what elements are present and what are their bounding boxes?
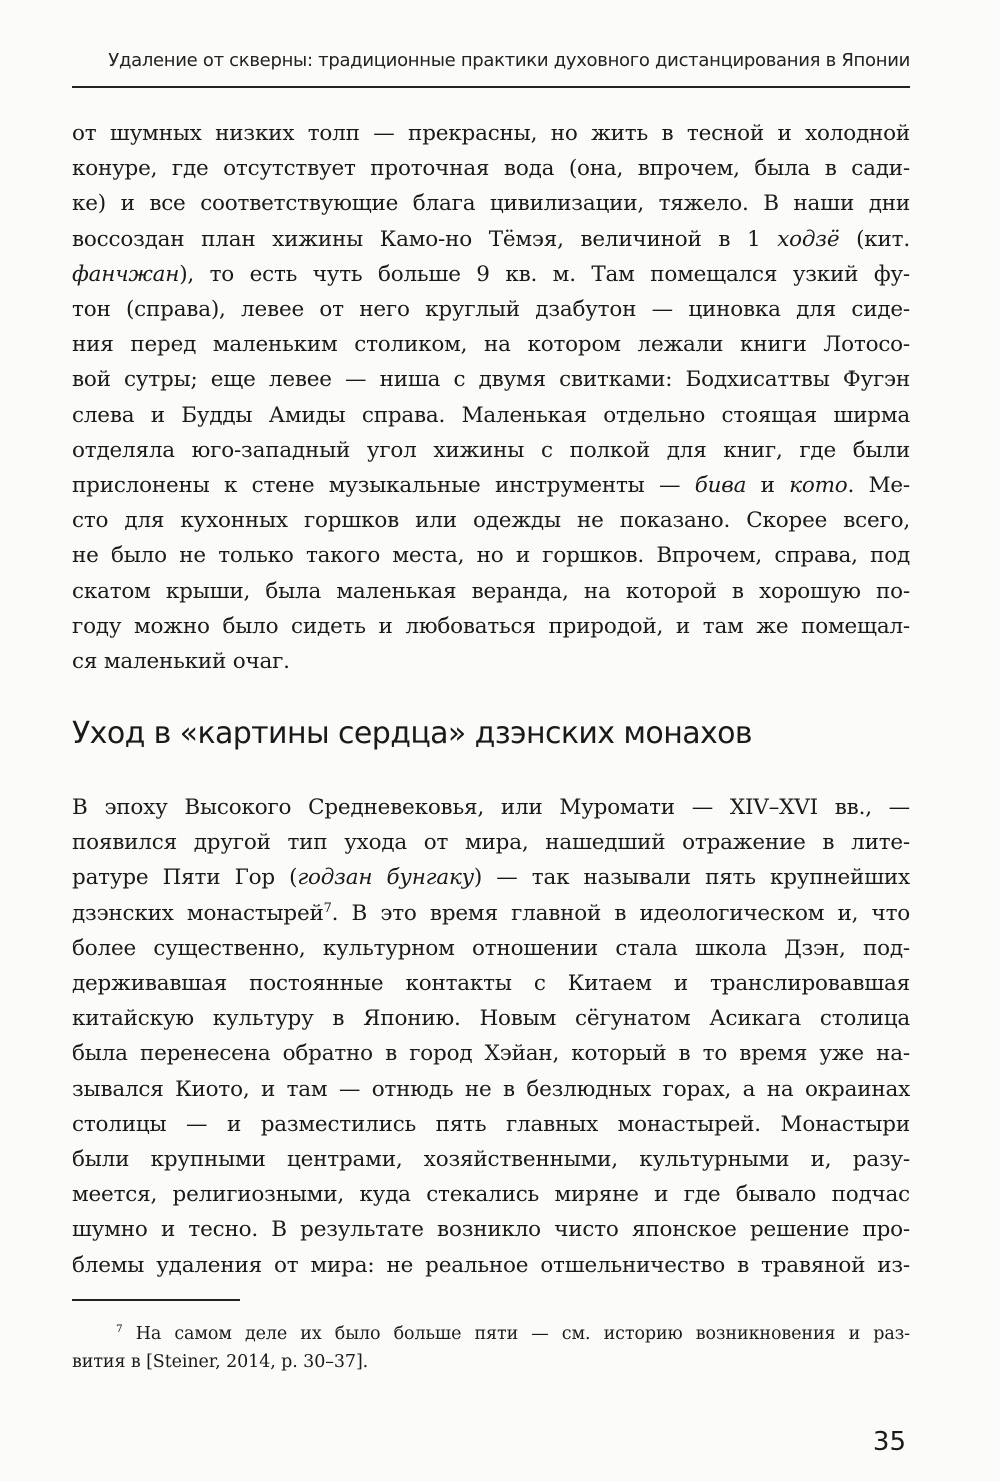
text-line: вой сутры; еще левее — ниша с двумя свитками: Бодхисаттвы Фугэн bbox=[72, 367, 910, 393]
page-number: 35 bbox=[872, 1427, 906, 1457]
text-line: году можно было сидеть и любоваться природой, и там же помещал- bbox=[72, 613, 910, 639]
text-line: зывался Киото, и там — отнюдь не в безлюдных горах, а на окраинах bbox=[72, 1076, 910, 1102]
text-line: скатом крыши, была маленькая веранда, на которой в хорошую по- bbox=[72, 578, 910, 604]
text-line: не было не только такого места, но и горшков. Впрочем, справа, под bbox=[72, 543, 910, 569]
paragraph-1 bbox=[72, 116, 910, 679]
text-line: воссоздан план хижины Камо-но Тёмэя, величиной в 1 ходзё (кит. bbox=[72, 226, 910, 252]
text-line: фанчжан), то есть чуть больше 9 кв. м. Там помещался узкий фу- bbox=[72, 261, 910, 287]
text-line: ратуре Пяти Гор (годзан бунгаку) — так называли пять крупнейших bbox=[72, 865, 910, 891]
text-line: дзэнских монастырей$^7$. В это время главной в идеологическом и, что bbox=[72, 900, 911, 926]
text-line: сто для кухонных горшков или одежды не показано. Скорее всего, bbox=[72, 508, 910, 534]
text-line: были крупными центрами, хозяйственными, культурными и, разу- bbox=[72, 1147, 910, 1173]
text-line: отделяла юго-западный угол хижины с полкой для книг, где были bbox=[72, 437, 910, 463]
text-line: прислонены к стене музыкальные инструменты — бива и кото. Ме- bbox=[72, 473, 910, 499]
text-line: слева и Будды Амиды справа. Маленькая отдельно стоящая ширма bbox=[72, 402, 910, 428]
text-line: ния перед маленьким столиком, на котором лежали книги Лотосо- bbox=[72, 332, 910, 358]
term-fanzhang: фанчжан bbox=[72, 261, 180, 287]
text-line: появился другой тип ухода от мира, нашедший отражение в лите- bbox=[72, 830, 910, 856]
text-line: шумно и тесно. В результате возникло чисто японское решение про- bbox=[72, 1217, 910, 1243]
header-rule bbox=[72, 86, 910, 88]
text-line: меется, религиозными, куда стекались миряне и где бывало подчас bbox=[72, 1182, 910, 1208]
text-line: ся маленький очаг. bbox=[72, 649, 290, 675]
text-line: В эпоху Высокого Средневековья, или Муромати — XIV–XVI вв., — bbox=[72, 795, 910, 820]
term-godzan-bungaku: годзан бунгаку bbox=[297, 865, 474, 891]
footnote-reference[interactable]: 7 bbox=[323, 900, 332, 916]
text-line: тон (справа), левее от него круглый дзабутон — циновка для сиде- bbox=[72, 297, 910, 323]
footnote-line: вития в [Steiner, 2014, p. 30–37]. bbox=[72, 1352, 369, 1372]
section-heading: Уход в «картины сердца» дзэнских монахов bbox=[72, 716, 752, 751]
term-koto: кото bbox=[789, 473, 848, 499]
running-head: Удаление от скверны: традиционные практики духовного дистанцирования в Японии bbox=[108, 50, 910, 71]
text-line: более существенно, культурном отношении стала школа Дзэн, под- bbox=[72, 935, 910, 961]
text-line: конуре, где отсутствует проточная вода (она, впрочем, была в сади- bbox=[72, 156, 910, 182]
term-hodze: ходзё bbox=[777, 226, 840, 252]
footnote-line: $^7$ На самом деле их было больше пяти — см. историю возникновения и раз- bbox=[116, 1323, 910, 1344]
footnote-rule bbox=[72, 1299, 240, 1301]
paragraph-2 bbox=[72, 790, 910, 1283]
text-line: была перенесена обратно в город Хэйан, который в то время уже на- bbox=[72, 1041, 910, 1067]
footnote bbox=[72, 1320, 910, 1376]
text-line: от шумных низких толп — прекрасны, но жить в тесной и холодной bbox=[72, 121, 910, 146]
text-line: китайскую культуру в Японию. Новым сёгунатом Асикага столица bbox=[72, 1006, 910, 1032]
footnote-marker: 7 bbox=[116, 1323, 123, 1336]
text-line: ке) и все соответствующие блага цивилизации, тяжело. В наши дни bbox=[72, 191, 910, 217]
text-line: столицы — и разместились пять главных монастырей. Монастыри bbox=[72, 1111, 910, 1137]
term-biva: бива bbox=[694, 473, 747, 499]
text-line: держивавшая постоянные контакты с Китаем и транслировавшая bbox=[72, 971, 910, 997]
text-line: блемы удаления от мира: не реальное отшельничество в травяной из- bbox=[72, 1252, 910, 1278]
